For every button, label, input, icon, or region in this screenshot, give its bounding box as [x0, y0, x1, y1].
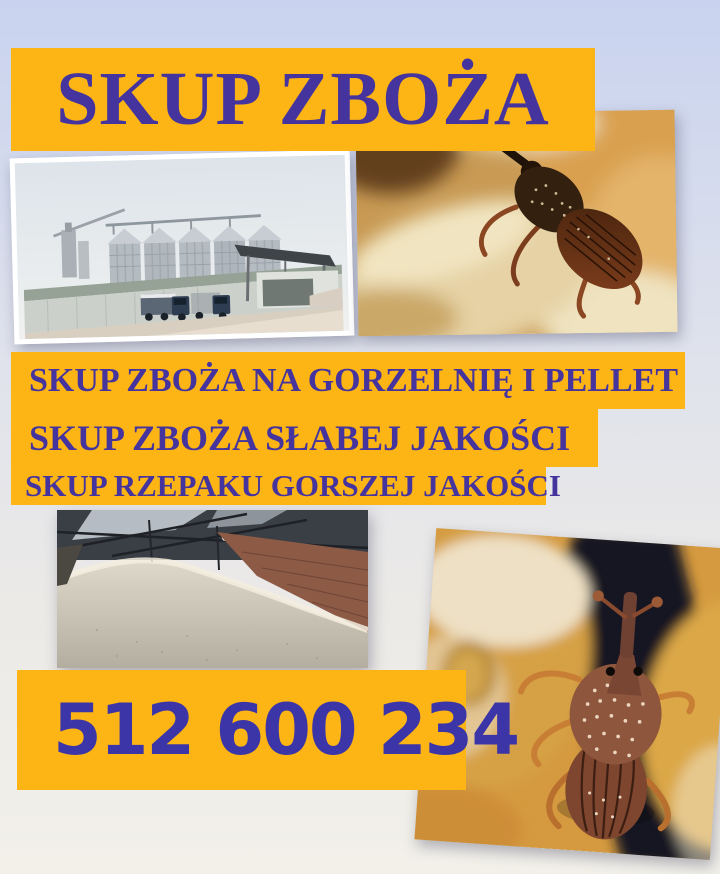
headline-text: SKUP ZBOŻA	[56, 57, 550, 141]
offer-line-3	[11, 467, 561, 505]
headline-banner	[11, 48, 595, 151]
grain-pile-warehouse-photo	[57, 510, 368, 668]
phone-banner	[17, 670, 519, 790]
grain-silos-illustration	[15, 155, 349, 340]
offer-text-3: SKUP RZEPAKU GORSZEJ JAKOŚCI	[25, 468, 561, 503]
offer-line-1	[11, 352, 685, 409]
offer-text-1: SKUP ZBOŻA NA GORZELNIĘ I PELLET	[29, 361, 679, 399]
phone-number-text: 512 600 234	[53, 689, 519, 771]
grain-silos-photo	[10, 150, 355, 345]
offer-line-2	[11, 409, 598, 467]
grain-pile-illustration	[57, 510, 368, 668]
offer-text-2: SKUP ZBOŻA SŁABEJ JAKOŚCI	[29, 418, 571, 458]
